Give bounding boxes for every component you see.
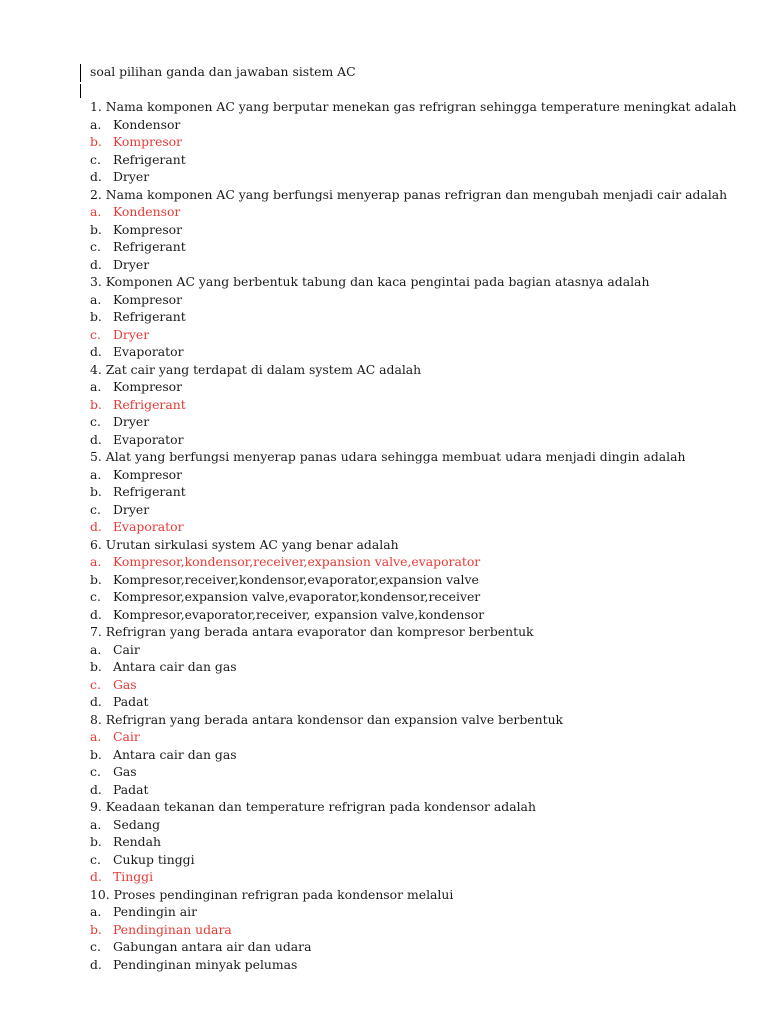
option-text: Rendah xyxy=(113,834,161,849)
question-block xyxy=(90,711,760,799)
option-text: Kompresor xyxy=(113,134,183,149)
option-text: Kondensor xyxy=(113,204,181,219)
option-letter: a. xyxy=(90,554,102,569)
option-letter: a. xyxy=(90,729,102,744)
option-letter: d. xyxy=(90,781,102,797)
option-letter: c. xyxy=(90,764,101,779)
question-text: 8. Refrigran yang berada antara kondensor dan expansion valve berbentuk xyxy=(90,711,564,727)
answer-option xyxy=(90,343,760,361)
option-text: Cair xyxy=(113,641,140,657)
document-body xyxy=(90,63,760,973)
answer-option-correct xyxy=(90,676,760,694)
option-text: Pendinginan udara xyxy=(113,921,232,937)
question-text: 1. Nama komponen AC yang berputar menekan gas refrigran sehingga temperature meningkat adalah xyxy=(90,99,737,114)
question-block xyxy=(90,186,760,274)
question-text: 10. Proses pendinginan refrigran pada kondensor melalui xyxy=(90,886,454,902)
question-text: 4. Zat cair yang terdapat di dalam system AC adalah xyxy=(90,361,422,377)
option-text: Dryer xyxy=(113,169,150,184)
option-letter: d. xyxy=(90,519,102,534)
answer-option-correct xyxy=(90,133,760,151)
option-text: Antara cair dan gas xyxy=(113,746,237,762)
option-letter: c. xyxy=(90,326,101,342)
answer-option xyxy=(90,151,760,169)
answer-option xyxy=(90,466,760,484)
question-block xyxy=(90,361,760,449)
option-letter: a. xyxy=(90,641,102,657)
option-letter: a. xyxy=(90,904,102,919)
option-text: Kompresor xyxy=(113,379,183,394)
option-letter: b. xyxy=(90,921,102,937)
answer-option xyxy=(90,903,760,921)
option-text: Antara cair dan gas xyxy=(113,659,237,674)
answer-option xyxy=(90,816,760,834)
answer-option xyxy=(90,763,760,781)
option-letter: c. xyxy=(90,151,101,167)
option-letter: d. xyxy=(90,344,102,359)
answer-option-correct xyxy=(90,868,760,886)
option-letter: c. xyxy=(90,414,101,429)
option-text: Refrigerant xyxy=(113,239,186,254)
option-text: Evaporator xyxy=(113,344,184,359)
text-cursor-secondary xyxy=(80,84,81,98)
option-text: Kompresor xyxy=(113,466,183,482)
option-letter: b. xyxy=(90,659,102,674)
option-text: Padat xyxy=(113,781,149,797)
answer-option-correct xyxy=(90,326,760,344)
option-text: Gas xyxy=(113,764,137,779)
answer-option xyxy=(90,781,760,799)
option-letter: b. xyxy=(90,396,102,412)
option-letter: d. xyxy=(90,869,102,884)
option-letter: c. xyxy=(90,851,101,867)
answer-option xyxy=(90,116,760,134)
blank-line xyxy=(90,81,760,99)
option-text: Tinggi xyxy=(113,869,154,884)
option-text: Padat xyxy=(113,694,149,709)
option-text: Evaporator xyxy=(113,519,184,534)
option-letter: d. xyxy=(90,256,102,272)
option-letter: c. xyxy=(90,239,101,254)
option-letter: a. xyxy=(90,466,102,482)
answer-option-correct xyxy=(90,728,760,746)
answer-option-correct xyxy=(90,203,760,221)
answer-option xyxy=(90,851,760,869)
option-text: Pendinginan minyak pelumas xyxy=(113,956,298,972)
option-letter: b. xyxy=(90,484,102,499)
answer-option xyxy=(90,588,760,606)
option-letter: c. xyxy=(90,501,101,517)
text-cursor xyxy=(80,64,81,82)
answer-option xyxy=(90,378,760,396)
option-letter: a. xyxy=(90,291,102,307)
answer-option-correct xyxy=(90,921,760,939)
option-letter: b. xyxy=(90,571,102,587)
answer-option xyxy=(90,833,760,851)
question-text: 2. Nama komponen AC yang berfungsi menyerap panas refrigran dan mengubah menjadi cair adalah xyxy=(90,186,728,202)
answer-option xyxy=(90,168,760,186)
question-block xyxy=(90,536,760,624)
question-block xyxy=(90,448,760,536)
answer-option-correct xyxy=(90,518,760,536)
answer-option xyxy=(90,938,760,956)
option-letter: a. xyxy=(90,116,102,132)
option-text: Sedang xyxy=(113,816,161,832)
option-letter: d. xyxy=(90,169,102,184)
answer-option-correct xyxy=(90,553,760,571)
option-text: Gabungan antara air dan udara xyxy=(113,939,312,954)
option-letter: a. xyxy=(90,204,102,219)
option-letter: d. xyxy=(90,956,102,972)
answer-option xyxy=(90,291,760,309)
option-letter: c. xyxy=(90,939,101,954)
option-letter: a. xyxy=(90,816,102,832)
answer-option xyxy=(90,431,760,449)
answer-option xyxy=(90,308,760,326)
option-letter: b. xyxy=(90,834,102,849)
answer-option xyxy=(90,746,760,764)
question-text: 7. Refrigran yang berada antara evaporator dan kompresor berbentuk xyxy=(90,624,534,639)
option-text: Cair xyxy=(113,729,140,744)
option-letter: c. xyxy=(90,676,101,692)
option-text: Kondensor xyxy=(113,116,181,132)
question-block xyxy=(90,798,760,886)
option-text: Cukup tinggi xyxy=(113,851,195,867)
question-text: 6. Urutan sirkulasi system AC yang benar adalah xyxy=(90,536,399,552)
option-text: Gas xyxy=(113,676,137,692)
question-block xyxy=(90,98,760,186)
answer-option xyxy=(90,956,760,974)
answer-option xyxy=(90,641,760,659)
question-block xyxy=(90,886,760,974)
question-list xyxy=(90,98,760,973)
option-letter: a. xyxy=(90,379,102,394)
option-text: Pendingin air xyxy=(113,904,198,919)
question-text: 3. Komponen AC yang berbentuk tabung dan kaca pengintai pada bagian atasnya adalah xyxy=(90,274,650,289)
answer-option xyxy=(90,571,760,589)
answer-option xyxy=(90,256,760,274)
option-letter: d. xyxy=(90,694,102,709)
option-text: Kompresor xyxy=(113,291,183,307)
option-text: Dryer xyxy=(113,501,150,517)
option-letter: d. xyxy=(90,431,102,447)
answer-option xyxy=(90,606,760,624)
option-text: Kompresor,evaporator,receiver, expansion valve,kondensor xyxy=(113,606,485,622)
option-text: Kompresor,expansion valve,evaporator,kondensor,receiver xyxy=(113,589,481,604)
question-block xyxy=(90,273,760,361)
option-letter: d. xyxy=(90,606,102,622)
option-text: Kompresor,receiver,kondensor,evaporator,expansion valve xyxy=(113,571,479,587)
answer-option xyxy=(90,483,760,501)
option-letter: b. xyxy=(90,309,102,324)
question-text: 9. Keadaan tekanan dan temperature refrigran pada kondensor adalah xyxy=(90,799,536,814)
option-text: Evaporator xyxy=(113,431,184,447)
option-text: Refrigerant xyxy=(113,309,186,324)
question-block xyxy=(90,623,760,711)
option-text: Refrigerant xyxy=(113,484,186,499)
page-title: soal pilihan ganda dan jawaban sistem AC xyxy=(90,64,356,79)
answer-option xyxy=(90,693,760,711)
option-text: Dryer xyxy=(113,326,150,342)
answer-option xyxy=(90,658,760,676)
question-text: 5. Alat yang berfungsi menyerap panas udara sehingga membuat udara menjadi dingin adalah xyxy=(90,449,686,464)
answer-option xyxy=(90,221,760,239)
option-text: Kompresor,kondensor,receiver,expansion valve,evaporator xyxy=(113,554,481,569)
option-letter: b. xyxy=(90,221,102,237)
answer-option xyxy=(90,501,760,519)
option-text: Refrigerant xyxy=(113,396,186,412)
answer-option-correct xyxy=(90,396,760,414)
option-text: Dryer xyxy=(113,256,150,272)
answer-option xyxy=(90,413,760,431)
option-text: Refrigerant xyxy=(113,151,186,167)
option-letter: b. xyxy=(90,746,102,762)
option-letter: c. xyxy=(90,589,101,604)
option-text: Kompresor xyxy=(113,221,183,237)
option-letter: b. xyxy=(90,134,102,149)
answer-option xyxy=(90,238,760,256)
option-text: Dryer xyxy=(113,414,150,429)
